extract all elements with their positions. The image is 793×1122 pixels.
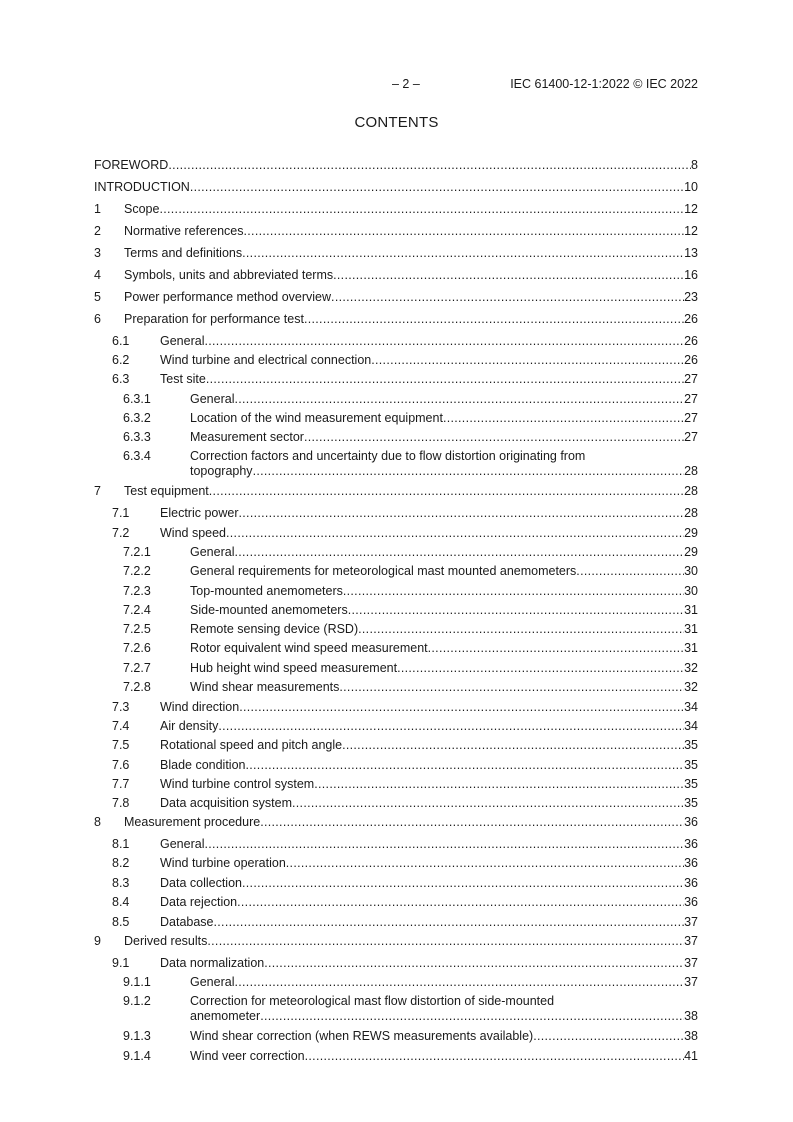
toc-entry-label: Data normalization — [160, 956, 265, 970]
toc-entry-label: Symbols, units and abbreviated terms — [124, 268, 334, 282]
dot-leader — [343, 584, 684, 599]
dot-leader — [304, 312, 684, 327]
toc-entry-page: 38 — [684, 1029, 698, 1043]
toc-entry-label-line: Correction factors and uncertainty due to flow distortion originating from — [190, 449, 586, 463]
toc-entry-page: 23 — [684, 290, 698, 304]
toc-entry[interactable] — [94, 956, 698, 971]
toc-entry[interactable] — [94, 545, 698, 560]
dot-leader — [242, 246, 684, 261]
toc-entry-label: Remote sensing device (RSD) — [190, 622, 359, 636]
dot-leader — [245, 758, 684, 773]
toc-entry-page: 36 — [684, 837, 698, 851]
toc-entry-page: 31 — [684, 622, 698, 636]
toc-entry[interactable] — [94, 641, 698, 656]
toc-entry-number: 1 — [94, 202, 101, 216]
toc-entry-page: 8 — [691, 158, 698, 172]
toc-entry-label: General — [190, 545, 235, 559]
toc-entry-number: 9 — [94, 934, 101, 948]
dot-leader — [237, 895, 684, 910]
toc-entry[interactable] — [94, 353, 698, 368]
toc-entry-page: 37 — [684, 934, 698, 948]
toc-entry-label: General requirements for meteorological mast mounted anemometers — [190, 564, 577, 578]
toc-entry[interactable] — [94, 719, 698, 734]
toc-entry-number: 6.2 — [112, 353, 130, 367]
toc-entry-number: 7.2.2 — [123, 564, 151, 578]
dot-leader — [209, 484, 684, 499]
toc-entry-number: 8.4 — [112, 895, 130, 909]
toc-entry-number: 7 — [94, 484, 101, 498]
toc-entry-label: General — [190, 392, 235, 406]
toc-entry[interactable] — [94, 484, 698, 499]
toc-entry-page: 35 — [684, 777, 698, 791]
toc-entry-label: Air density — [160, 719, 219, 733]
toc-entry[interactable] — [94, 202, 698, 217]
toc-entry-label: General — [160, 334, 205, 348]
toc-entry-number: 9.1.3 — [123, 1029, 151, 1043]
contents-title: CONTENTS — [354, 114, 439, 131]
page-number: – 2 – — [392, 77, 420, 91]
toc-entry[interactable] — [94, 312, 698, 327]
toc-entry-label: Preparation for performance test — [124, 312, 304, 326]
toc-entry-number: 7.2.5 — [123, 622, 151, 636]
toc-entry[interactable] — [94, 661, 698, 676]
dot-leader — [226, 526, 684, 541]
toc-entry-label: Electric power — [160, 506, 239, 520]
dot-leader — [207, 934, 684, 949]
toc-entry-label: Measurement procedure — [124, 815, 261, 829]
toc-entry-page: 26 — [684, 353, 698, 367]
dot-leader — [159, 202, 684, 217]
toc-entry-label: General — [160, 837, 205, 851]
dot-leader — [428, 641, 684, 656]
toc-entry-page: 31 — [684, 603, 698, 617]
toc-entry-number: 5 — [94, 290, 101, 304]
toc-entry[interactable] — [94, 915, 698, 930]
toc-entry-page: 27 — [684, 372, 698, 386]
toc-entry[interactable] — [94, 895, 698, 910]
toc-entry[interactable] — [94, 1029, 698, 1044]
toc-entry-number: 7.2 — [112, 526, 130, 540]
document-reference: IEC 61400-12-1:2022 © IEC 2022 — [510, 77, 698, 91]
toc-entry-page: 30 — [684, 584, 698, 598]
dot-leader — [339, 680, 684, 695]
toc-entry-page: 37 — [684, 956, 698, 970]
toc-entry[interactable] — [94, 290, 698, 305]
toc-entry[interactable] — [94, 994, 698, 1024]
toc-entry-number: 7.2.4 — [123, 603, 151, 617]
toc-entry-number: 2 — [94, 224, 101, 238]
toc-entry-number: 4 — [94, 268, 101, 282]
toc-entry[interactable] — [94, 837, 698, 852]
toc-entry-label: Wind turbine and electrical connection — [160, 353, 372, 367]
toc-entry-label: Database — [160, 915, 214, 929]
toc-entry-page: 12 — [684, 202, 698, 216]
dot-leader — [253, 464, 685, 479]
toc-entry-label: Normative references — [124, 224, 244, 238]
dot-leader — [204, 837, 684, 852]
dot-leader — [168, 158, 691, 173]
dot-leader — [260, 1009, 684, 1024]
toc-entry-label: Side-mounted anemometers — [190, 603, 348, 617]
toc-entry[interactable] — [94, 738, 698, 753]
dot-leader — [260, 815, 684, 830]
toc-entry-label: Wind turbine control system — [160, 777, 315, 791]
dot-leader — [204, 334, 684, 349]
toc-entry-page: 36 — [684, 895, 698, 909]
toc-entry-number: 7.2.8 — [123, 680, 151, 694]
toc-entry-number: 7.5 — [112, 738, 130, 752]
toc-entry-page: 36 — [684, 856, 698, 870]
toc-entry[interactable] — [94, 449, 698, 479]
toc-entry[interactable] — [94, 180, 698, 195]
toc-entry-label: Wind shear measurements — [190, 680, 340, 694]
toc-entry[interactable] — [94, 334, 698, 349]
toc-entry-number: 8.3 — [112, 876, 130, 890]
toc-entry-page: 29 — [684, 545, 698, 559]
toc-entry-page: 10 — [684, 180, 698, 194]
toc-entry[interactable] — [94, 700, 698, 715]
toc-entry-number: 9.1.1 — [123, 975, 151, 989]
toc-entry-label: Rotational speed and pitch angle — [160, 738, 343, 752]
toc-entry[interactable] — [94, 975, 698, 990]
toc-entry-page: 13 — [684, 246, 698, 260]
toc-entry-page: 27 — [684, 411, 698, 425]
toc-entry-label: Location of the wind measurement equipment — [190, 411, 443, 425]
toc-entry[interactable] — [94, 411, 698, 426]
toc-entry[interactable] — [94, 526, 698, 541]
toc-entry-label: Test equipment — [124, 484, 209, 498]
toc-entry-page: 30 — [684, 564, 698, 578]
toc-entry-label: Top-mounted anemometers — [190, 584, 343, 598]
toc-entry[interactable] — [94, 564, 698, 579]
toc-entry-number: 3 — [94, 246, 101, 260]
toc-entry[interactable] — [94, 777, 698, 792]
dot-leader — [218, 719, 684, 734]
toc-entry-label: FOREWORD — [94, 158, 169, 172]
toc-entry-page: 26 — [684, 334, 698, 348]
toc-entry-label: Blade condition — [160, 758, 246, 772]
toc-entry-label: anemometer — [190, 1009, 261, 1023]
toc-entry-page: 28 — [684, 506, 698, 520]
toc-entry-number: 7.2.1 — [123, 545, 151, 559]
toc-entry[interactable] — [94, 506, 698, 521]
toc-entry-number: 7.4 — [112, 719, 130, 733]
toc-entry-label: Data rejection — [160, 895, 238, 909]
dot-leader — [348, 603, 684, 618]
toc-entry[interactable] — [94, 876, 698, 891]
toc-entry[interactable] — [94, 856, 698, 871]
toc-entry-page: 36 — [684, 815, 698, 829]
toc-entry-label: Wind speed — [160, 526, 227, 540]
dot-leader — [286, 856, 684, 871]
dot-leader — [242, 876, 684, 891]
toc-entry[interactable] — [94, 430, 698, 445]
dot-leader — [292, 796, 684, 811]
dot-leader — [358, 622, 684, 637]
toc-entry-label: INTRODUCTION — [94, 180, 190, 194]
toc-entry[interactable] — [94, 796, 698, 811]
dot-leader — [314, 777, 684, 792]
toc-entry-page: 27 — [684, 392, 698, 406]
toc-entry[interactable] — [94, 268, 698, 283]
toc-entry-number: 6.3 — [112, 372, 130, 386]
toc-entry-number: 9.1 — [112, 956, 130, 970]
toc-entry-label: Power performance method overview — [124, 290, 332, 304]
dot-leader — [190, 180, 684, 195]
toc-entry-page: 37 — [684, 975, 698, 989]
dot-leader — [239, 700, 684, 715]
toc-entry-number: 7.6 — [112, 758, 130, 772]
toc-entry-label: Scope — [124, 202, 160, 216]
toc-entry-number: 8.2 — [112, 856, 130, 870]
toc-entry-page: 37 — [684, 915, 698, 929]
toc-entry-number: 6.1 — [112, 334, 130, 348]
toc-entry-label: Wind direction — [160, 700, 240, 714]
toc-entry-page: 28 — [684, 464, 698, 478]
toc-entry-page: 31 — [684, 641, 698, 655]
dot-leader — [206, 372, 684, 387]
dot-leader — [305, 1049, 684, 1064]
dot-leader — [304, 430, 684, 445]
toc-entry-page: 28 — [684, 484, 698, 498]
toc-entry[interactable] — [94, 392, 698, 407]
toc-entry-label: Data collection — [160, 876, 242, 890]
toc-entry-page: 12 — [684, 224, 698, 238]
toc-entry-page: 27 — [684, 430, 698, 444]
toc-entry-number: 7.1 — [112, 506, 130, 520]
toc-entry[interactable] — [94, 372, 698, 387]
dot-leader — [397, 661, 684, 676]
toc-entry-label: topography — [190, 464, 253, 478]
toc-entry[interactable] — [94, 815, 698, 830]
toc-entry-number: 6 — [94, 312, 101, 326]
toc-entry-number: 7.2.7 — [123, 661, 151, 675]
toc-entry-number: 7.8 — [112, 796, 130, 810]
toc-entry[interactable] — [94, 758, 698, 773]
toc-entry-number: 6.3.3 — [123, 430, 151, 444]
toc-entry-page: 34 — [684, 700, 698, 714]
toc-entry-number: 8.1 — [112, 837, 130, 851]
toc-entry-page: 32 — [684, 661, 698, 675]
dot-leader — [333, 268, 684, 283]
toc-entry-number: 6.3.4 — [123, 449, 151, 463]
toc-entry-label: Terms and definitions — [124, 246, 243, 260]
toc-entry-label: Wind turbine operation — [160, 856, 286, 870]
dot-leader — [244, 224, 685, 239]
toc-entry-label-line: Correction for meteorological mast flow distortion of side-mounted — [190, 994, 555, 1008]
dot-leader — [331, 290, 684, 305]
toc-entry-label: Data acquisition system — [160, 796, 293, 810]
toc-entry-label: Wind shear correction (when REWS measurements available) — [190, 1029, 534, 1043]
dot-leader — [234, 392, 684, 407]
toc-entry-label: Rotor equivalent wind speed measurement — [190, 641, 428, 655]
toc-entry-number: 7.2.3 — [123, 584, 151, 598]
toc-entry-page: 38 — [684, 1009, 698, 1023]
toc-entry-number: 9.1.2 — [123, 994, 151, 1008]
toc-entry-number: 7.7 — [112, 777, 130, 791]
toc-entry[interactable] — [94, 246, 698, 261]
toc-entry-page: 35 — [684, 738, 698, 752]
toc-entry-label: General — [190, 975, 235, 989]
toc-entry[interactable] — [94, 622, 698, 637]
toc-entry[interactable] — [94, 934, 698, 949]
toc-entry-page: 35 — [684, 796, 698, 810]
toc-entry-page: 36 — [684, 876, 698, 890]
toc-entry[interactable] — [94, 603, 698, 618]
toc-entry[interactable] — [94, 584, 698, 599]
toc-entry[interactable] — [94, 224, 698, 239]
toc-entry-label: Test site — [160, 372, 206, 386]
toc-entry-page: 41 — [684, 1049, 698, 1063]
dot-leader — [234, 545, 684, 560]
toc-entry-number: 9.1.4 — [123, 1049, 151, 1063]
toc-entry[interactable] — [94, 1049, 698, 1064]
dot-leader — [533, 1029, 684, 1044]
toc-entry-number: 8.5 — [112, 915, 130, 929]
toc-entry-page: 29 — [684, 526, 698, 540]
toc-entry[interactable] — [94, 680, 698, 695]
toc-entry-page: 16 — [684, 268, 698, 282]
toc-entry-number: 8 — [94, 815, 101, 829]
dot-leader — [342, 738, 684, 753]
dot-leader — [264, 956, 684, 971]
dot-leader — [443, 411, 684, 426]
toc-entry-page: 32 — [684, 680, 698, 694]
table-of-contents — [94, 0, 698, 1122]
dot-leader — [576, 564, 684, 579]
dot-leader — [234, 975, 684, 990]
toc-entry-number: 6.3.2 — [123, 411, 151, 425]
toc-entry-page: 26 — [684, 312, 698, 326]
toc-entry-label: Wind veer correction — [190, 1049, 305, 1063]
toc-entry-label: Hub height wind speed measurement — [190, 661, 398, 675]
dot-leader — [214, 915, 685, 930]
toc-entry-number: 7.3 — [112, 700, 130, 714]
toc-entry[interactable] — [94, 158, 698, 173]
toc-entry-number: 6.3.1 — [123, 392, 151, 406]
toc-entry-number: 7.2.6 — [123, 641, 151, 655]
dot-leader — [239, 506, 685, 521]
toc-entry-page: 35 — [684, 758, 698, 772]
dot-leader — [371, 353, 684, 368]
toc-entry-label: Measurement sector — [190, 430, 304, 444]
toc-entry-label: Derived results — [124, 934, 208, 948]
toc-entry-page: 34 — [684, 719, 698, 733]
